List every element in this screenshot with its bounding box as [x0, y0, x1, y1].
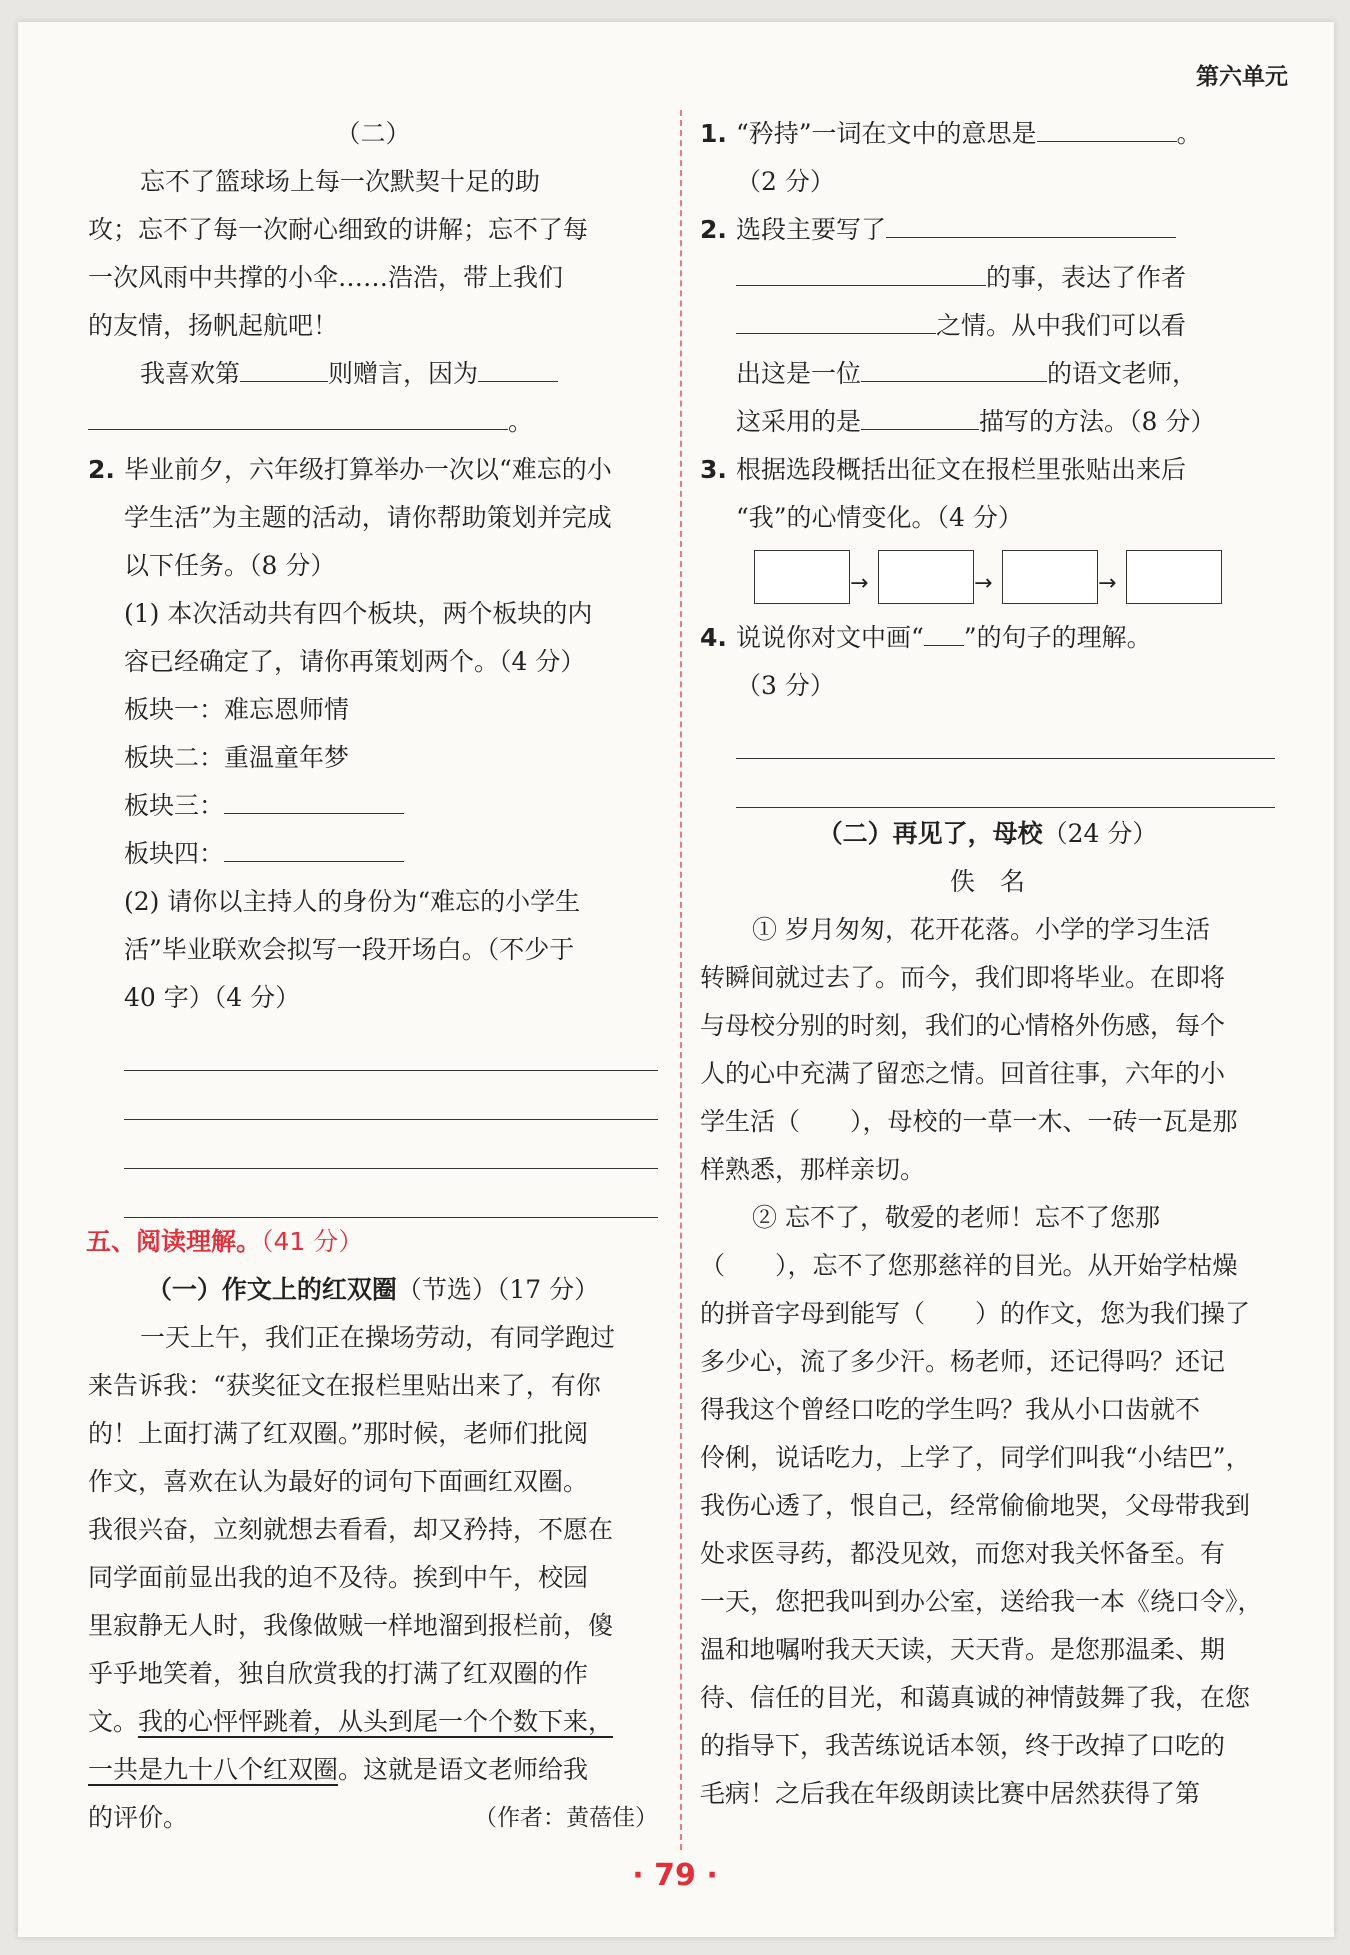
question-text: 之情。从中我们可以看	[936, 311, 1187, 340]
block-4	[88, 830, 658, 878]
answer-box[interactable]	[1126, 550, 1222, 604]
question-text: 的事，表达了作者	[986, 263, 1187, 292]
passage-text: 学生活（ ），母校的一草一木、一砖一瓦是那	[700, 1107, 1238, 1136]
answer-blank[interactable]	[478, 353, 558, 382]
passage-text: 毛病！之后我在年级朗读比赛中居然获得了第	[700, 1779, 1201, 1808]
passage-text	[88, 1746, 658, 1794]
arrow-icon: →	[850, 571, 869, 596]
question-2	[700, 206, 1275, 254]
passage-text: 同学面前显出我的迫不及待。挨到中午，校园	[88, 1563, 589, 1592]
question-text	[700, 350, 1275, 398]
passage-author: 佚 名	[949, 867, 1025, 896]
block-3	[88, 782, 658, 830]
question-text: “我”的心情变化。（4 分）	[736, 503, 1023, 532]
passage-text: 作文，喜欢在认为最好的词句下面画红双圈。	[88, 1467, 589, 1496]
section-score: （41 分）	[261, 1227, 364, 1256]
question-text	[700, 398, 1275, 446]
passage-text: 转瞬间就过去了。而今，我们即将毕业。在即将	[700, 963, 1226, 992]
answer-line[interactable]	[124, 1024, 658, 1071]
subquestion-text: 活”毕业联欢会拟写一段开场白。（不少于	[124, 935, 575, 964]
answer-blank[interactable]	[224, 833, 404, 862]
answer-blank[interactable]	[240, 353, 328, 382]
question-text: 选段主要写了	[736, 215, 887, 244]
answer-blank[interactable]	[1037, 113, 1177, 142]
block-label: 板块四：	[124, 839, 225, 868]
passage-score: （24 分）	[1042, 819, 1158, 848]
answer-lines	[700, 712, 1275, 808]
question-1	[700, 110, 1275, 158]
passage-text: ① 岁月匆匆，花开花落。小学的学习生活	[752, 915, 1210, 944]
question-text: 以下任务。（8 分）	[124, 551, 336, 580]
section-2-text: 忘不了篮球场上每一次默契十足的助	[140, 167, 541, 196]
answer-blank[interactable]	[88, 401, 508, 430]
question-score: （3 分）	[736, 671, 835, 700]
favorite-quote-prompt	[88, 350, 658, 398]
mood-change-boxes	[700, 542, 1275, 614]
question-2	[88, 446, 658, 494]
page-number: · 79 ·	[632, 1858, 718, 1893]
left-column	[88, 110, 658, 1842]
question-number: 2.	[700, 215, 727, 244]
answer-blank[interactable]	[736, 257, 986, 286]
question-text: 出这是一位	[736, 359, 862, 388]
passage-1-title	[88, 1266, 658, 1314]
section-2-title: （二）	[335, 119, 411, 148]
question-text: “矜持”一词在文中的意思是	[736, 119, 1037, 148]
passage-text: 乎乎地笑着，独自欣赏我的打满了红双圈的作	[88, 1659, 589, 1688]
answer-box[interactable]	[1002, 550, 1098, 604]
right-column	[700, 110, 1275, 1818]
passage-text: 里寂静无人时，我像做贼一样地溜到报栏前，傻	[88, 1611, 614, 1640]
arrow-icon: →	[1098, 571, 1117, 596]
prompt-text: 则赠言，因为	[328, 359, 479, 388]
question-text: 的语文老师，	[1047, 359, 1198, 388]
question-text: 根据选段概括出征文在报栏里张贴出来后	[736, 455, 1187, 484]
section-title: 五、阅读理解。	[86, 1227, 262, 1256]
question-text	[700, 254, 1275, 302]
section-2-text: 一次风雨中共撑的小伞……浩浩，带上我们	[88, 263, 564, 292]
passage-author: （作者：黄蓓佳）	[474, 1805, 658, 1831]
passage-text: 与母校分别的时刻，我们的心情格外伤感，每个	[700, 1011, 1226, 1040]
question-text: 描写的方法。（8 分）	[979, 407, 1216, 436]
question-4	[700, 614, 1275, 662]
underlined-sentence: 一共是九十八个红双圈	[88, 1755, 339, 1784]
answer-line	[88, 398, 658, 446]
period: 。	[1176, 119, 1202, 148]
passage-text: 得我这个曾经口吃的学生吗？我从小口齿就不	[700, 1395, 1201, 1424]
answer-blank[interactable]	[224, 785, 404, 814]
passage-text: 来告诉我：“获奖征文在报栏里贴出来了，有你	[88, 1371, 601, 1400]
passage-text: 的评价。	[88, 1803, 189, 1832]
subquestion-text: 容已经确定了，请你再策划两个。（4 分）	[124, 647, 586, 676]
passage-text: 文。	[88, 1707, 139, 1736]
question-3	[700, 446, 1275, 494]
answer-line[interactable]	[736, 712, 1275, 759]
section-2-text: 攻；忘不了每一次耐心细致的讲解；忘不了每	[88, 215, 589, 244]
passage-title: （一）作文上的红双圈	[146, 1275, 397, 1304]
question-text: 毕业前夕，六年级打算举办一次以“难忘的小	[124, 455, 612, 484]
passage-title: （二）再见了，母校	[817, 819, 1043, 848]
answer-blank[interactable]	[861, 401, 979, 430]
question-number: 3.	[700, 455, 727, 484]
question-number: 2.	[88, 455, 115, 484]
subquestion-text: 40 字）（4 分）	[124, 983, 301, 1012]
passage-text: 的指导下，我苦练说话本领，终于改掉了口吃的	[700, 1731, 1226, 1760]
passage-text	[88, 1698, 658, 1746]
underlined-sentence: 我的心怦怦跳着，从头到尾一个个数下来，	[138, 1707, 614, 1736]
passage-2-title	[700, 810, 1275, 858]
answer-line[interactable]	[124, 1122, 658, 1169]
passage-text: 。这就是语文老师给我	[338, 1755, 589, 1784]
passage-text: 的！上面打满了红双圈。”那时候，老师们批阅	[88, 1419, 589, 1448]
question-text: 这采用的是	[736, 407, 862, 436]
passage-text: 温和地嘱咐我天天读，天天背。是您那温柔、期	[700, 1635, 1226, 1664]
unit-header: 第六单元	[1196, 64, 1288, 90]
section-2-text: 的友情，扬帆起航吧！	[88, 311, 339, 340]
passage-text: 处求医寻药，都没见效，而您对我关怀备至。有	[700, 1539, 1226, 1568]
passage-text: 一天上午，我们正在操场劳动，有同学跑过	[140, 1323, 616, 1352]
subquestion-text: (1) 本次活动共有四个板块，两个板块的内	[124, 599, 593, 628]
subquestion-text: (2) 请你以主持人的身份为“难忘的小学生	[124, 887, 581, 916]
question-score: （2 分）	[736, 167, 835, 196]
question-number: 1.	[700, 119, 727, 148]
period: 。	[508, 407, 534, 436]
block-2: 板块二：重温童年梦	[124, 743, 350, 772]
passage-text: 我很兴奋，立刻就想去看看，却又矜持，不愿在	[88, 1515, 614, 1544]
passage-text: 伶俐，说话吃力，上学了，同学们叫我“小结巴”，	[700, 1443, 1251, 1472]
passage-text: 我伤心透了，恨自己，经常偷偷地哭，父母带我到	[700, 1491, 1251, 1520]
question-text: 说说你对文中画“	[736, 623, 924, 652]
question-text	[700, 302, 1275, 350]
passage-text: 人的心中充满了留恋之情。回首往事，六年的小	[700, 1059, 1226, 1088]
passage-text: 的拼音字母到能写（ ）的作文，您为我们操了	[700, 1299, 1251, 1328]
answer-box[interactable]	[754, 550, 850, 604]
passage-text: 待、信任的目光，和蔼真诚的神情鼓舞了我，在您	[700, 1683, 1251, 1712]
prompt-text: 我喜欢第	[140, 359, 241, 388]
arrow-icon: →	[974, 571, 993, 596]
question-text: ”的句子的理解。	[963, 623, 1152, 652]
underline-sample	[924, 625, 964, 646]
section-5-heading	[86, 1218, 658, 1266]
answer-blank[interactable]	[886, 209, 1176, 238]
answer-line[interactable]	[736, 761, 1275, 808]
answer-line[interactable]	[124, 1073, 658, 1120]
question-text: 学生活”为主题的活动，请你帮助策划并完成	[124, 503, 612, 532]
column-divider	[680, 110, 682, 1850]
block-1: 板块一：难忘恩师情	[124, 695, 350, 724]
passage-text: ② 忘不了，敬爱的老师！忘不了您那	[752, 1203, 1160, 1232]
passage-text: 多少心，流了多少汗。杨老师，还记得吗？还记	[700, 1347, 1226, 1376]
passage-text: 一天，您把我叫到办公室，送给我一本《绕口令》，	[700, 1587, 1263, 1616]
passage-text	[88, 1794, 658, 1842]
answer-box[interactable]	[878, 550, 974, 604]
answer-blank[interactable]	[736, 305, 936, 334]
answer-blank[interactable]	[861, 353, 1047, 382]
answer-line[interactable]	[124, 1171, 658, 1218]
passage-text: （ ），忘不了您那慈祥的目光。从开始学枯燥	[700, 1251, 1238, 1280]
answer-lines	[88, 1024, 658, 1218]
passage-text: 样熟悉，那样亲切。	[700, 1155, 926, 1184]
block-label: 板块三：	[124, 791, 225, 820]
question-number: 4.	[700, 623, 727, 652]
passage-note: （节选）（17 分）	[396, 1275, 600, 1304]
